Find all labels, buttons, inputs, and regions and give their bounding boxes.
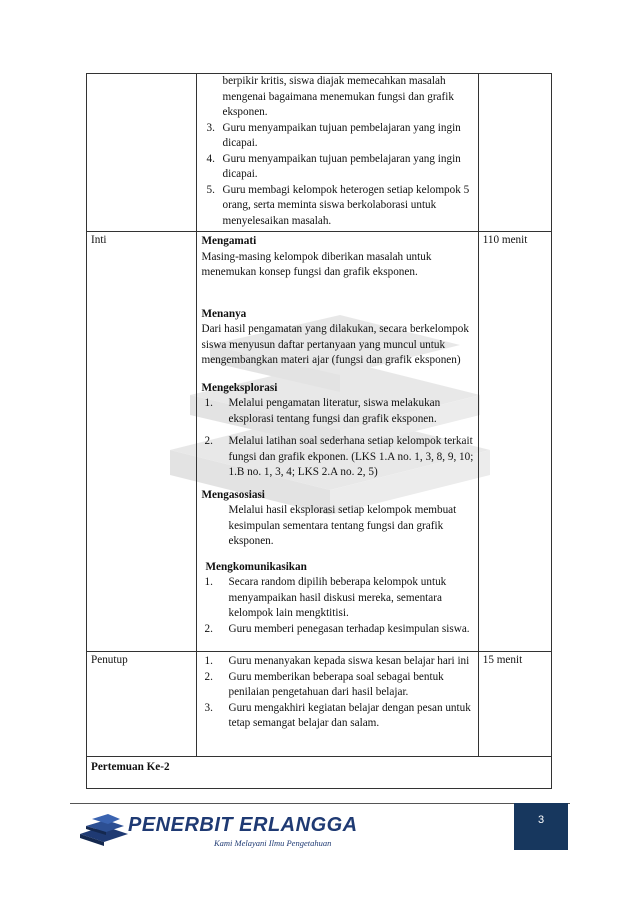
section-heading: Mengasosiasi (201, 488, 265, 501)
list-item: 1. Secara random dipilih beberapa kelompok untuk menyampaikan hasil diskusi mereka, sementara kelompok lain mengktitisi. (204, 576, 447, 619)
text-line: menemukan konsep fungsi dan grafik eksponen. (201, 266, 418, 278)
phase-label: Inti (87, 232, 197, 652)
list-item: 3. Guru mengakhiri kegiatan belajar dengan pesan untuk tetap semangat belajar dan salam. (204, 701, 471, 729)
page-number: 3 (514, 803, 568, 850)
text-line: Melalui hasil eksplorasi setiap kelompok membuat (228, 504, 457, 516)
meeting-heading: Pertemuan Ke-2 (87, 757, 552, 789)
activity-cell (196, 232, 478, 652)
list-item: 4. Guru menyampaikan tujuan pembelajaran yang ingin dicapai. (206, 152, 461, 180)
lesson-plan-table (86, 73, 552, 789)
section-heading: Mengamati (201, 235, 257, 247)
text-line: mengembangkan materi ajar (fungsi dan grafik eksponen) (201, 354, 461, 366)
text-line: Masing-masing kelompok diberikan masalah untuk (201, 250, 432, 263)
text-line: kesimpulan sementara tentang fungsi dan grafik (228, 519, 444, 532)
duration-label: 15 menit (478, 652, 551, 757)
table-row (87, 757, 552, 789)
text-line: eksponen. (222, 106, 268, 118)
publisher-brand: PENERBIT ERLANGGA (128, 814, 358, 836)
phase-label: Penutup (87, 652, 197, 757)
list-item: 5. Guru membagi kelompok heterogen setiap kelompok 5 orang, serta meminta siswa berkolaborasi untuk menyelesaikan masalah. (206, 183, 470, 227)
list-item: 3. Guru menyampaikan tujuan pembelajaran yang ingin dicapai. (206, 121, 461, 149)
section-heading: Menanya (201, 307, 247, 320)
section-heading: Mengeksplorasi (201, 381, 278, 394)
list-item: 1. Guru menanyakan kepada siswa kesan belajar hari ini (204, 655, 470, 667)
list-item: 2. Guru memberi penegasan terhadap kesimpulan siswa. (204, 622, 470, 635)
table-row (87, 232, 552, 652)
publisher-tagline: Kami Melayani Ilmu Pengetahuan (214, 838, 332, 848)
text-line: mengenai bagaimana menemukan fungsi dan grafik (222, 90, 454, 103)
text-line: siswa menyusun daftar pertanyaan yang muncul untuk (201, 338, 446, 351)
section-heading: Mengkomunikasikan (205, 560, 307, 573)
text-line: Dari hasil pengamatan yang dilakukan, secara berkelompok (201, 323, 469, 335)
text-line: eksponen. (228, 535, 274, 547)
table-row (87, 652, 552, 757)
table-row (87, 74, 552, 232)
footer-divider (70, 803, 570, 804)
duration-label: 110 menit (478, 232, 551, 652)
text-line: berpikir kritis, siswa diajak memecahkan masalah (222, 75, 446, 87)
list-item: 1. Melalui pengamatan literatur, siswa melakukan eksplorasi tentang fungsi dan grafik eksponen. (204, 397, 441, 425)
activity-cell (196, 74, 478, 232)
activity-cell (196, 652, 478, 757)
list-item: 2. Melalui latihan soal sederhana setiap kelompok terkait fungsi dan grafik ekponen. (LKS 1.A no. 1, 3, 8, 9, 10; 1.B no. 1, 3, 4; LKS 2.A no. 2, 5) (204, 435, 474, 478)
list-item: 2. Guru memberikan beberapa soal sebagai bentuk penilaian pengetahuan dari hasil belajar. (204, 670, 444, 698)
